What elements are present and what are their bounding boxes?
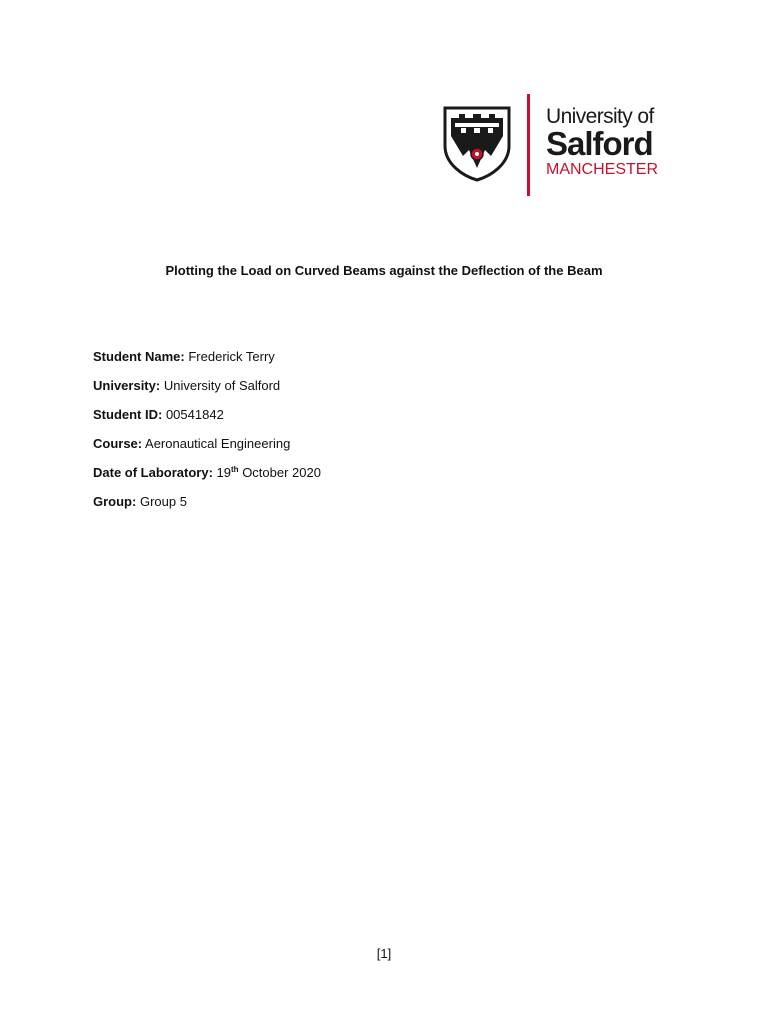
logo-line-manchester: MANCHESTER xyxy=(546,161,659,178)
date-row xyxy=(93,464,321,493)
university-row xyxy=(93,377,321,406)
university-value: University of Salford xyxy=(163,378,281,393)
logo-line-salford: Salford xyxy=(546,125,653,162)
date-rest: October 2020 xyxy=(242,465,321,480)
group-value: Group 5 xyxy=(139,494,187,509)
course-value: Aeronautical Engineering xyxy=(145,436,291,451)
logo-line-university-of: University of xyxy=(546,105,654,128)
date-label: Date of Laboratory: xyxy=(93,465,213,480)
student-id-row xyxy=(93,406,321,435)
shield-crest-icon xyxy=(443,106,511,182)
student-id-value: 00541842 xyxy=(165,407,224,422)
student-id-label: Student ID: xyxy=(93,407,163,422)
logo-wordmark xyxy=(546,106,676,180)
group-row xyxy=(93,493,321,522)
student-name-row xyxy=(93,348,321,377)
student-details xyxy=(93,348,321,522)
student-name-label: Student Name: xyxy=(93,349,185,364)
student-name-value: Frederick Terry xyxy=(188,349,275,364)
university-logo xyxy=(443,92,673,198)
date-ordinal: th xyxy=(231,465,239,474)
course-row xyxy=(93,435,321,464)
date-day: 19 xyxy=(216,465,231,480)
course-label: Course: xyxy=(93,436,143,451)
logo-divider xyxy=(527,94,530,196)
group-label: Group: xyxy=(93,494,137,509)
page-number: [1] xyxy=(376,946,392,961)
university-label: University: xyxy=(93,378,161,393)
document-title: Plotting the Load on Curved Beams against the Deflection of the Beam xyxy=(165,263,603,278)
